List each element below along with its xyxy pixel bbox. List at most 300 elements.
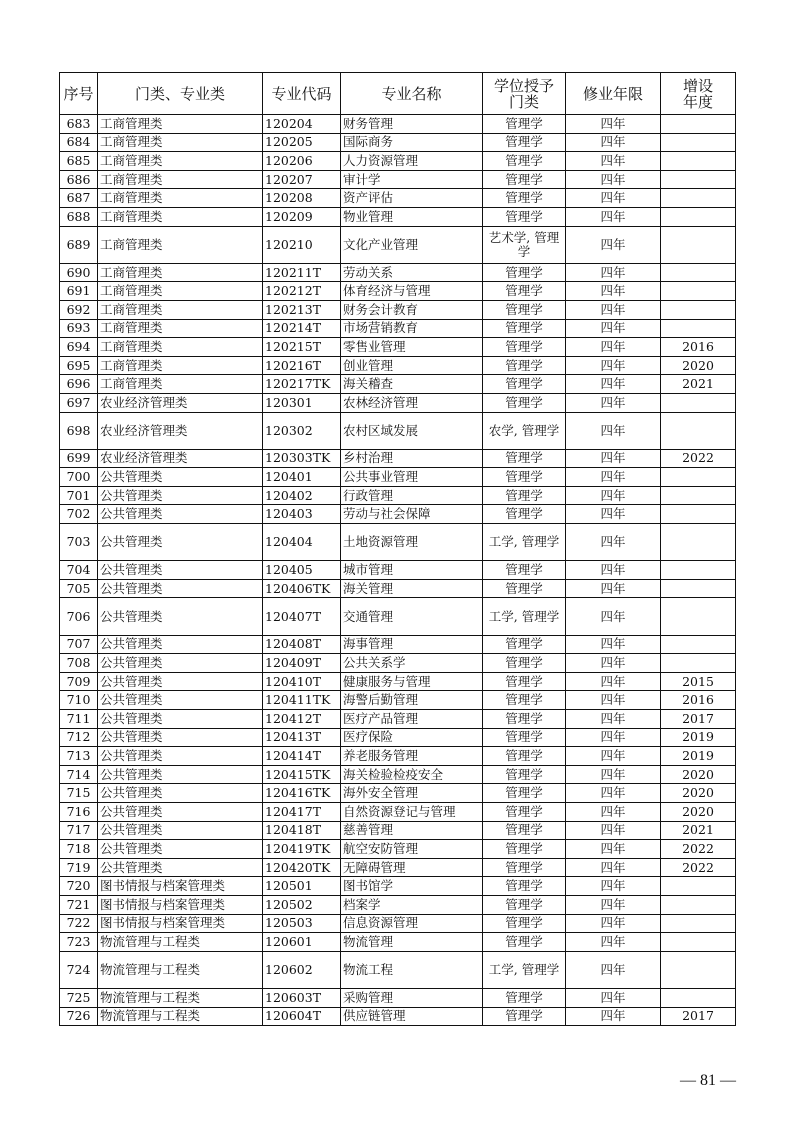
cell-added bbox=[661, 895, 736, 914]
cell-no: 725 bbox=[60, 988, 98, 1007]
cell-category: 工商管理类 bbox=[98, 338, 263, 357]
cell-category: 农业经济管理类 bbox=[98, 412, 263, 449]
table-row bbox=[60, 728, 736, 747]
cell-no: 689 bbox=[60, 226, 98, 263]
cell-code: 120207 bbox=[263, 170, 341, 189]
cell-category: 公共管理类 bbox=[98, 821, 263, 840]
cell-degree: 管理学 bbox=[483, 914, 566, 933]
cell-added bbox=[661, 468, 736, 487]
cell-years: 四年 bbox=[566, 728, 661, 747]
table-row bbox=[60, 524, 736, 561]
cell-years: 四年 bbox=[566, 840, 661, 859]
cell-no: 708 bbox=[60, 654, 98, 673]
cell-degree: 工学, 管理学 bbox=[483, 598, 566, 635]
table-row bbox=[60, 115, 736, 134]
cell-no: 704 bbox=[60, 561, 98, 580]
cell-years: 四年 bbox=[566, 263, 661, 282]
header-no: 序号 bbox=[60, 73, 98, 115]
cell-name: 公共事业管理 bbox=[341, 468, 483, 487]
cell-code: 120301 bbox=[263, 393, 341, 412]
header-code: 专业代码 bbox=[263, 73, 341, 115]
cell-no: 710 bbox=[60, 691, 98, 710]
table-row bbox=[60, 672, 736, 691]
cell-name: 公共关系学 bbox=[341, 654, 483, 673]
cell-years: 四年 bbox=[566, 189, 661, 208]
table-row bbox=[60, 189, 736, 208]
cell-degree: 管理学 bbox=[483, 263, 566, 282]
cell-added bbox=[661, 524, 736, 561]
cell-category: 工商管理类 bbox=[98, 319, 263, 338]
cell-name: 交通管理 bbox=[341, 598, 483, 635]
cell-years: 四年 bbox=[566, 170, 661, 189]
cell-code: 120420TK bbox=[263, 858, 341, 877]
cell-code: 120415TK bbox=[263, 765, 341, 784]
cell-added bbox=[661, 505, 736, 524]
cell-category: 公共管理类 bbox=[98, 784, 263, 803]
cell-no: 709 bbox=[60, 672, 98, 691]
cell-category: 公共管理类 bbox=[98, 747, 263, 766]
cell-years: 四年 bbox=[566, 1007, 661, 1026]
cell-degree: 管理学 bbox=[483, 858, 566, 877]
cell-code: 120402 bbox=[263, 486, 341, 505]
cell-no: 712 bbox=[60, 728, 98, 747]
cell-category: 物流管理与工程类 bbox=[98, 1007, 263, 1026]
cell-years: 四年 bbox=[566, 207, 661, 226]
table-row bbox=[60, 802, 736, 821]
cell-years: 四年 bbox=[566, 486, 661, 505]
cell-category: 公共管理类 bbox=[98, 672, 263, 691]
cell-code: 120217TK bbox=[263, 375, 341, 394]
cell-added: 2022 bbox=[661, 449, 736, 468]
table-row bbox=[60, 356, 736, 375]
cell-name: 财务管理 bbox=[341, 115, 483, 134]
cell-no: 707 bbox=[60, 635, 98, 654]
cell-category: 公共管理类 bbox=[98, 654, 263, 673]
cell-degree: 管理学 bbox=[483, 300, 566, 319]
cell-category: 公共管理类 bbox=[98, 840, 263, 859]
cell-category: 工商管理类 bbox=[98, 115, 263, 134]
cell-no: 705 bbox=[60, 579, 98, 598]
cell-no: 690 bbox=[60, 263, 98, 282]
cell-category: 图书情报与档案管理类 bbox=[98, 914, 263, 933]
cell-no: 706 bbox=[60, 598, 98, 635]
table-row bbox=[60, 152, 736, 171]
cell-no: 698 bbox=[60, 412, 98, 449]
cell-degree: 管理学 bbox=[483, 728, 566, 747]
cell-name: 行政管理 bbox=[341, 486, 483, 505]
cell-code: 120302 bbox=[263, 412, 341, 449]
cell-category: 公共管理类 bbox=[98, 691, 263, 710]
cell-years: 四年 bbox=[566, 468, 661, 487]
table-row bbox=[60, 635, 736, 654]
cell-name: 医疗保险 bbox=[341, 728, 483, 747]
cell-years: 四年 bbox=[566, 784, 661, 803]
cell-degree: 管理学 bbox=[483, 635, 566, 654]
cell-years: 四年 bbox=[566, 505, 661, 524]
cell-code: 120214T bbox=[263, 319, 341, 338]
cell-added bbox=[661, 152, 736, 171]
cell-years: 四年 bbox=[566, 802, 661, 821]
header-row bbox=[60, 73, 736, 115]
cell-added bbox=[661, 133, 736, 152]
cell-years: 四年 bbox=[566, 858, 661, 877]
cell-added bbox=[661, 170, 736, 189]
cell-no: 688 bbox=[60, 207, 98, 226]
cell-category: 物流管理与工程类 bbox=[98, 988, 263, 1007]
header-name: 专业名称 bbox=[341, 73, 483, 115]
cell-category: 物流管理与工程类 bbox=[98, 933, 263, 952]
cell-code: 120502 bbox=[263, 895, 341, 914]
cell-code: 120418T bbox=[263, 821, 341, 840]
cell-category: 工商管理类 bbox=[98, 300, 263, 319]
cell-category: 公共管理类 bbox=[98, 505, 263, 524]
cell-degree: 管理学 bbox=[483, 988, 566, 1007]
cell-degree: 管理学 bbox=[483, 654, 566, 673]
cell-code: 120406TK bbox=[263, 579, 341, 598]
cell-code: 120204 bbox=[263, 115, 341, 134]
cell-degree: 艺术学, 管理学 bbox=[483, 226, 566, 263]
cell-years: 四年 bbox=[566, 524, 661, 561]
cell-years: 四年 bbox=[566, 691, 661, 710]
cell-name: 供应链管理 bbox=[341, 1007, 483, 1026]
cell-years: 四年 bbox=[566, 152, 661, 171]
header-category: 门类、专业类 bbox=[98, 73, 263, 115]
cell-no: 720 bbox=[60, 877, 98, 896]
table-row bbox=[60, 300, 736, 319]
cell-years: 四年 bbox=[566, 988, 661, 1007]
cell-category: 工商管理类 bbox=[98, 356, 263, 375]
cell-degree: 管理学 bbox=[483, 338, 566, 357]
cell-no: 722 bbox=[60, 914, 98, 933]
cell-years: 四年 bbox=[566, 226, 661, 263]
cell-name: 物流管理 bbox=[341, 933, 483, 952]
cell-name: 城市管理 bbox=[341, 561, 483, 580]
cell-degree: 管理学 bbox=[483, 691, 566, 710]
cell-no: 718 bbox=[60, 840, 98, 859]
cell-added: 2022 bbox=[661, 840, 736, 859]
cell-years: 四年 bbox=[566, 951, 661, 988]
cell-years: 四年 bbox=[566, 747, 661, 766]
cell-name: 劳动与社会保障 bbox=[341, 505, 483, 524]
cell-years: 四年 bbox=[566, 319, 661, 338]
cell-category: 公共管理类 bbox=[98, 858, 263, 877]
table-row bbox=[60, 412, 736, 449]
cell-no: 714 bbox=[60, 765, 98, 784]
cell-category: 公共管理类 bbox=[98, 598, 263, 635]
cell-name: 海事管理 bbox=[341, 635, 483, 654]
table-row bbox=[60, 784, 736, 803]
cell-code: 120216T bbox=[263, 356, 341, 375]
cell-years: 四年 bbox=[566, 338, 661, 357]
table-row bbox=[60, 654, 736, 673]
table-row bbox=[60, 282, 736, 301]
table-row bbox=[60, 988, 736, 1007]
cell-no: 723 bbox=[60, 933, 98, 952]
cell-years: 四年 bbox=[566, 672, 661, 691]
cell-degree: 工学, 管理学 bbox=[483, 524, 566, 561]
cell-added: 2017 bbox=[661, 1007, 736, 1026]
cell-degree: 管理学 bbox=[483, 840, 566, 859]
cell-name: 慈善管理 bbox=[341, 821, 483, 840]
cell-no: 699 bbox=[60, 449, 98, 468]
cell-category: 公共管理类 bbox=[98, 635, 263, 654]
cell-name: 资产评估 bbox=[341, 189, 483, 208]
table-row bbox=[60, 579, 736, 598]
cell-added bbox=[661, 579, 736, 598]
cell-degree: 管理学 bbox=[483, 319, 566, 338]
cell-name: 海关检验检疫安全 bbox=[341, 765, 483, 784]
cell-category: 工商管理类 bbox=[98, 133, 263, 152]
table-row bbox=[60, 133, 736, 152]
cell-degree: 管理学 bbox=[483, 207, 566, 226]
cell-no: 687 bbox=[60, 189, 98, 208]
cell-no: 721 bbox=[60, 895, 98, 914]
cell-added bbox=[661, 988, 736, 1007]
cell-category: 物流管理与工程类 bbox=[98, 951, 263, 988]
cell-degree: 管理学 bbox=[483, 282, 566, 301]
page-number: — 81 — bbox=[680, 1072, 736, 1089]
cell-code: 120413T bbox=[263, 728, 341, 747]
cell-category: 公共管理类 bbox=[98, 486, 263, 505]
cell-degree: 管理学 bbox=[483, 784, 566, 803]
cell-code: 120209 bbox=[263, 207, 341, 226]
cell-code: 120601 bbox=[263, 933, 341, 952]
cell-added bbox=[661, 207, 736, 226]
cell-degree: 管理学 bbox=[483, 1007, 566, 1026]
cell-code: 120603T bbox=[263, 988, 341, 1007]
cell-degree: 管理学 bbox=[483, 393, 566, 412]
table-row bbox=[60, 858, 736, 877]
cell-name: 无障碍管理 bbox=[341, 858, 483, 877]
cell-added bbox=[661, 319, 736, 338]
cell-category: 工商管理类 bbox=[98, 282, 263, 301]
cell-no: 686 bbox=[60, 170, 98, 189]
cell-code: 120411TK bbox=[263, 691, 341, 710]
cell-code: 120409T bbox=[263, 654, 341, 673]
cell-name: 航空安防管理 bbox=[341, 840, 483, 859]
cell-years: 四年 bbox=[566, 895, 661, 914]
table-row bbox=[60, 840, 736, 859]
cell-added: 2016 bbox=[661, 338, 736, 357]
cell-name: 海警后勤管理 bbox=[341, 691, 483, 710]
cell-no: 683 bbox=[60, 115, 98, 134]
cell-code: 120403 bbox=[263, 505, 341, 524]
cell-code: 120414T bbox=[263, 747, 341, 766]
cell-degree: 管理学 bbox=[483, 375, 566, 394]
cell-years: 四年 bbox=[566, 877, 661, 896]
cell-category: 工商管理类 bbox=[98, 207, 263, 226]
cell-category: 公共管理类 bbox=[98, 765, 263, 784]
cell-added bbox=[661, 561, 736, 580]
cell-years: 四年 bbox=[566, 282, 661, 301]
cell-name: 养老服务管理 bbox=[341, 747, 483, 766]
cell-code: 120501 bbox=[263, 877, 341, 896]
cell-no: 694 bbox=[60, 338, 98, 357]
cell-name: 物业管理 bbox=[341, 207, 483, 226]
cell-years: 四年 bbox=[566, 579, 661, 598]
cell-code: 120208 bbox=[263, 189, 341, 208]
cell-name: 财务会计教育 bbox=[341, 300, 483, 319]
cell-years: 四年 bbox=[566, 412, 661, 449]
cell-added: 2021 bbox=[661, 375, 736, 394]
cell-degree: 管理学 bbox=[483, 152, 566, 171]
cell-category: 农业经济管理类 bbox=[98, 393, 263, 412]
cell-code: 120407T bbox=[263, 598, 341, 635]
cell-years: 四年 bbox=[566, 393, 661, 412]
cell-no: 702 bbox=[60, 505, 98, 524]
cell-no: 695 bbox=[60, 356, 98, 375]
cell-degree: 管理学 bbox=[483, 486, 566, 505]
cell-no: 701 bbox=[60, 486, 98, 505]
cell-code: 120602 bbox=[263, 951, 341, 988]
cell-no: 716 bbox=[60, 802, 98, 821]
table-row bbox=[60, 207, 736, 226]
table-row bbox=[60, 914, 736, 933]
cell-degree: 管理学 bbox=[483, 561, 566, 580]
cell-no: 684 bbox=[60, 133, 98, 152]
cell-code: 120211T bbox=[263, 263, 341, 282]
cell-name: 土地资源管理 bbox=[341, 524, 483, 561]
cell-category: 公共管理类 bbox=[98, 468, 263, 487]
cell-added bbox=[661, 914, 736, 933]
cell-category: 工商管理类 bbox=[98, 375, 263, 394]
cell-no: 724 bbox=[60, 951, 98, 988]
cell-years: 四年 bbox=[566, 356, 661, 375]
table-row bbox=[60, 710, 736, 729]
table-row bbox=[60, 765, 736, 784]
cell-added bbox=[661, 486, 736, 505]
cell-degree: 管理学 bbox=[483, 895, 566, 914]
cell-no: 719 bbox=[60, 858, 98, 877]
table-row bbox=[60, 691, 736, 710]
cell-name: 乡村治理 bbox=[341, 449, 483, 468]
table-row bbox=[60, 319, 736, 338]
cell-years: 四年 bbox=[566, 375, 661, 394]
cell-name: 海关管理 bbox=[341, 579, 483, 598]
cell-name: 采购管理 bbox=[341, 988, 483, 1007]
cell-code: 120416TK bbox=[263, 784, 341, 803]
cell-years: 四年 bbox=[566, 710, 661, 729]
cell-code: 120503 bbox=[263, 914, 341, 933]
cell-name: 体育经济与管理 bbox=[341, 282, 483, 301]
cell-no: 693 bbox=[60, 319, 98, 338]
cell-code: 120401 bbox=[263, 468, 341, 487]
table-row bbox=[60, 747, 736, 766]
cell-degree: 管理学 bbox=[483, 356, 566, 375]
cell-degree: 农学, 管理学 bbox=[483, 412, 566, 449]
cell-name: 信息资源管理 bbox=[341, 914, 483, 933]
table-body bbox=[60, 115, 736, 1026]
cell-code: 120213T bbox=[263, 300, 341, 319]
cell-no: 685 bbox=[60, 152, 98, 171]
table-row bbox=[60, 877, 736, 896]
cell-category: 公共管理类 bbox=[98, 802, 263, 821]
header-degree: 学位授予门类 bbox=[483, 73, 566, 115]
cell-no: 715 bbox=[60, 784, 98, 803]
cell-degree: 管理学 bbox=[483, 747, 566, 766]
cell-degree: 工学, 管理学 bbox=[483, 951, 566, 988]
table-row bbox=[60, 598, 736, 635]
cell-degree: 管理学 bbox=[483, 877, 566, 896]
table-row bbox=[60, 486, 736, 505]
cell-category: 工商管理类 bbox=[98, 263, 263, 282]
cell-name: 物流工程 bbox=[341, 951, 483, 988]
cell-name: 审计学 bbox=[341, 170, 483, 189]
cell-category: 工商管理类 bbox=[98, 152, 263, 171]
cell-name: 农村区域发展 bbox=[341, 412, 483, 449]
cell-category: 公共管理类 bbox=[98, 561, 263, 580]
cell-no: 717 bbox=[60, 821, 98, 840]
cell-degree: 管理学 bbox=[483, 672, 566, 691]
cell-added: 2020 bbox=[661, 802, 736, 821]
cell-category: 公共管理类 bbox=[98, 524, 263, 561]
cell-degree: 管理学 bbox=[483, 579, 566, 598]
cell-category: 农业经济管理类 bbox=[98, 449, 263, 468]
header-years: 修业年限 bbox=[566, 73, 661, 115]
cell-years: 四年 bbox=[566, 635, 661, 654]
cell-category: 公共管理类 bbox=[98, 728, 263, 747]
cell-years: 四年 bbox=[566, 561, 661, 580]
cell-added: 2022 bbox=[661, 858, 736, 877]
cell-added bbox=[661, 654, 736, 673]
header-added: 增设年度 bbox=[661, 73, 736, 115]
cell-added: 2019 bbox=[661, 728, 736, 747]
cell-category: 工商管理类 bbox=[98, 170, 263, 189]
cell-name: 人力资源管理 bbox=[341, 152, 483, 171]
cell-code: 120417T bbox=[263, 802, 341, 821]
cell-degree: 管理学 bbox=[483, 765, 566, 784]
cell-name: 文化产业管理 bbox=[341, 226, 483, 263]
cell-name: 劳动关系 bbox=[341, 263, 483, 282]
cell-years: 四年 bbox=[566, 300, 661, 319]
cell-name: 自然资源登记与管理 bbox=[341, 802, 483, 821]
cell-name: 海外安全管理 bbox=[341, 784, 483, 803]
table-row bbox=[60, 505, 736, 524]
cell-no: 726 bbox=[60, 1007, 98, 1026]
cell-category: 工商管理类 bbox=[98, 189, 263, 208]
cell-added: 2019 bbox=[661, 747, 736, 766]
cell-name: 农林经济管理 bbox=[341, 393, 483, 412]
cell-category: 公共管理类 bbox=[98, 579, 263, 598]
table-row bbox=[60, 375, 736, 394]
cell-code: 120412T bbox=[263, 710, 341, 729]
cell-code: 120604T bbox=[263, 1007, 341, 1026]
cell-added bbox=[661, 951, 736, 988]
cell-name: 健康服务与管理 bbox=[341, 672, 483, 691]
table-row bbox=[60, 338, 736, 357]
cell-added bbox=[661, 115, 736, 134]
cell-degree: 管理学 bbox=[483, 189, 566, 208]
cell-years: 四年 bbox=[566, 821, 661, 840]
cell-degree: 管理学 bbox=[483, 133, 566, 152]
table-row bbox=[60, 951, 736, 988]
cell-no: 713 bbox=[60, 747, 98, 766]
cell-code: 120205 bbox=[263, 133, 341, 152]
cell-added bbox=[661, 877, 736, 896]
cell-no: 700 bbox=[60, 468, 98, 487]
cell-added bbox=[661, 263, 736, 282]
cell-added: 2017 bbox=[661, 710, 736, 729]
cell-added bbox=[661, 412, 736, 449]
cell-added bbox=[661, 598, 736, 635]
table-row bbox=[60, 933, 736, 952]
majors-table bbox=[59, 72, 736, 1026]
cell-category: 图书情报与档案管理类 bbox=[98, 877, 263, 896]
cell-degree: 管理学 bbox=[483, 505, 566, 524]
cell-name: 国际商务 bbox=[341, 133, 483, 152]
table-row bbox=[60, 449, 736, 468]
cell-degree: 管理学 bbox=[483, 933, 566, 952]
